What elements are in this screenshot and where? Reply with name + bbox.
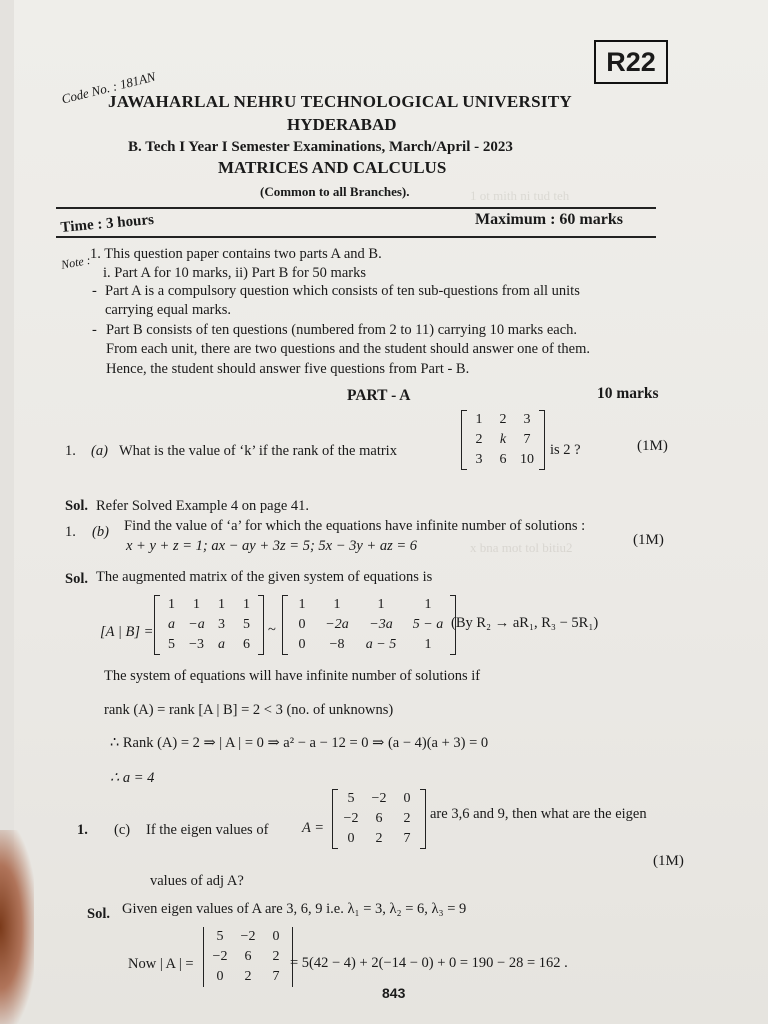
matrix-bracket [450, 654, 455, 655]
part-a-marks: 10 marks [597, 385, 659, 402]
matrix-cell: 1 [168, 597, 175, 612]
matrix-cell: 6 [244, 949, 252, 964]
note-bullet: - [92, 322, 97, 338]
bleed-through: 1 ot mith ni tud teh [470, 188, 570, 203]
solution-text: Given eigen values of A are 3, 6, 9 i.e. λ₁ = 3, λ₂ = 6, λ₃ = 9 [122, 901, 467, 917]
matrix-cell: −8 [329, 637, 345, 652]
question-suffix: are 3,6 and 9, then what are the eigen [430, 806, 647, 822]
matrix-bracket [283, 654, 288, 655]
question-number: 1. [77, 822, 88, 838]
matrix-cell: 2 [499, 412, 507, 427]
matrix-cell: 3 [218, 617, 225, 632]
matrix-cell: 5 [243, 617, 250, 632]
header-rule [56, 207, 656, 209]
eigen-matrix [332, 789, 426, 849]
matrix-cell: 3 [475, 452, 483, 467]
university-name: JAWAHARLAL NEHRU TECHNOLOGICAL UNIVERSITY [108, 92, 572, 111]
matrix-cell: 6 [499, 452, 507, 467]
matrix-cell: −2 [240, 929, 256, 944]
matrix-bracket [333, 789, 338, 790]
question-text: values of adj A? [150, 873, 244, 889]
matrix-cell: −a [188, 617, 205, 632]
matrix-cell: 1 [298, 597, 306, 612]
matrix-bracket [155, 654, 160, 655]
augmented-matrix [154, 595, 264, 655]
matrix-cell: 6 [243, 637, 250, 652]
max-marks: Maximum : 60 marks [475, 211, 623, 228]
matrix-cell: 1 [218, 597, 225, 612]
equations: x + y + z = 1; ax − ay + 3z = 5; 5x − 3y + az = 6 [126, 538, 418, 554]
subject-title: MATRICES AND CALCULUS [218, 158, 447, 177]
matrix-cell: 7 [403, 831, 411, 846]
matrix-cell: 6 [375, 811, 383, 826]
matrix-cell: −2a [325, 617, 349, 632]
matrix-cell: 1 [333, 597, 341, 612]
rank-matrix [461, 410, 545, 470]
code-number: Code No. : 181AN [60, 68, 157, 107]
note-line: Hence, the student should answer five questions from Part - B. [106, 361, 470, 377]
solution-text: Refer Solved Example 4 on page 41. [96, 498, 310, 514]
matrix-cell: 5 [216, 929, 224, 944]
matrix-cell: 2 [244, 969, 252, 984]
note-line: i. Part A for 10 marks, ii) Part B for 50 marks [103, 265, 366, 281]
determinant-label: Now | A | = [128, 956, 194, 972]
matrix-cell: 1 [193, 597, 200, 612]
matrix-cell: 5 − a [412, 617, 444, 632]
regulation-badge: R22 [594, 40, 668, 84]
matrix-cell: 5 [347, 791, 355, 806]
row-equivalent-sign: ~ [268, 622, 276, 638]
matrix-bracket [462, 469, 467, 470]
matrix-bracket [258, 595, 263, 596]
matrix-cell: 1 [424, 597, 432, 612]
matrix-bracket [283, 595, 288, 596]
info-rule [56, 236, 656, 238]
exam-title: B. Tech I Year I Semester Examinations, March/April - 2023 [128, 139, 513, 155]
branches-note: (Common to all Branches). [260, 184, 410, 199]
solution-label: Sol. [65, 498, 88, 514]
matrix-bracket [420, 789, 425, 790]
matrix-cell: 7 [272, 969, 280, 984]
note-line: Part B consists of ten questions (numbered from 2 to 11) carrying 10 marks each. [106, 322, 578, 338]
note-bullet: - [92, 283, 97, 299]
matrix-cell: 0 [403, 791, 411, 806]
augmented-label: [A | B] = [100, 624, 154, 640]
question-suffix: is 2 ? [550, 442, 581, 458]
row-operations: (By R₂ → aR₁, R₃ − 5R₁) [451, 615, 599, 631]
matrix-cell: a − 5 [365, 637, 397, 652]
matrix-cell: a [218, 637, 225, 652]
note-line: carrying equal marks. [105, 302, 232, 318]
note-line: Part A is a compulsory question which consists of ten sub-questions from all units [105, 283, 580, 299]
matrix-bracket [258, 654, 263, 655]
matrix-cell: 2 [272, 949, 280, 964]
solution-text: rank (A) = rank [A | B] = 2 < 3 (no. of unknowns) [104, 702, 394, 718]
matrix-cell: 1 [377, 597, 385, 612]
part-a-title: PART - A [347, 387, 411, 404]
reduced-matrix [282, 595, 456, 655]
solution-label: Sol. [65, 571, 88, 587]
solution-text: The system of equations will have infinite number of solutions if [104, 668, 481, 684]
page-shadow [0, 830, 34, 1024]
matrix-cell: −2 [212, 949, 228, 964]
matrix-cell: 0 [347, 831, 355, 846]
matrix-cell: 2 [475, 432, 483, 447]
matrix-bracket [539, 469, 544, 470]
matrix-bracket [450, 595, 455, 596]
bleed-through: x bna mot tol bitiu2 [470, 540, 573, 555]
matrix-cell: 0 [298, 617, 306, 632]
question-sub-label: (c) [114, 822, 131, 838]
matrix-cell: 0 [216, 969, 224, 984]
matrix-bracket [155, 595, 160, 596]
question-text: Find the value of ‘a’ for which the equations have infinite number of solutions : [124, 518, 586, 534]
note-line: From each unit, there are two questions and the student should answer one of them. [106, 341, 591, 357]
matrix-cell: 2 [403, 811, 411, 826]
exam-duration: Time : 3 hours [60, 211, 155, 236]
matrix-cell: −3a [369, 617, 393, 632]
matrix-bracket [539, 410, 544, 411]
matrix-cell: a [168, 617, 175, 632]
matrix-bracket [462, 410, 467, 411]
matrix-cell: 1 [424, 637, 432, 652]
matrix-cell: k [499, 432, 507, 447]
determinant-result: = 5(42 − 4) + 2(−14 − 0) + 0 = 190 − 28 = 162 . [290, 955, 568, 971]
solution-text: ∴ Rank (A) = 2 ⇒ | A | = 0 ⇒ a² − a − 12 = 0 ⇒ (a − 4)(a + 3) = 0 [110, 735, 489, 751]
matrix-cell: −3 [189, 637, 204, 652]
question-marks: (1M) [653, 853, 684, 869]
determinant-matrix [203, 927, 293, 987]
matrix-cell: 0 [298, 637, 306, 652]
solution-answer: ∴ a = 4 [110, 770, 155, 786]
matrix-cell: −2 [371, 791, 387, 806]
matrix-cell: 1 [475, 412, 483, 427]
matrix-cell: 5 [168, 637, 175, 652]
university-city: HYDERABAD [287, 115, 397, 134]
matrix-cell: 2 [375, 831, 383, 846]
matrix-cell: 3 [523, 412, 531, 427]
note-line: 1. This question paper contains two parts A and B. [90, 246, 382, 262]
question-number: 1. [65, 524, 76, 540]
question-sub-label: (a) [91, 443, 108, 459]
question-text: If the eigen values of [146, 822, 269, 838]
question-marks: (1M) [637, 438, 668, 454]
matrix-bracket [333, 848, 338, 849]
page-number: 843 [382, 985, 406, 1001]
matrix-cell: 10 [520, 452, 534, 467]
matrix-cell: 7 [523, 432, 531, 447]
solution-text: The augmented matrix of the given system of equations is [96, 569, 433, 585]
question-marks: (1M) [633, 532, 664, 548]
solution-label: Sol. [87, 906, 110, 922]
question-text: What is the value of ‘k’ if the rank of the matrix [119, 443, 397, 459]
matrix-label: A = [302, 820, 325, 836]
question-number: 1. [65, 443, 76, 459]
question-sub-label: (b) [92, 524, 109, 540]
matrix-bracket [420, 848, 425, 849]
matrix-cell: 1 [243, 597, 250, 612]
matrix-cell: 0 [272, 929, 280, 944]
matrix-cell: −2 [343, 811, 359, 826]
note-label: Note : [60, 252, 92, 272]
